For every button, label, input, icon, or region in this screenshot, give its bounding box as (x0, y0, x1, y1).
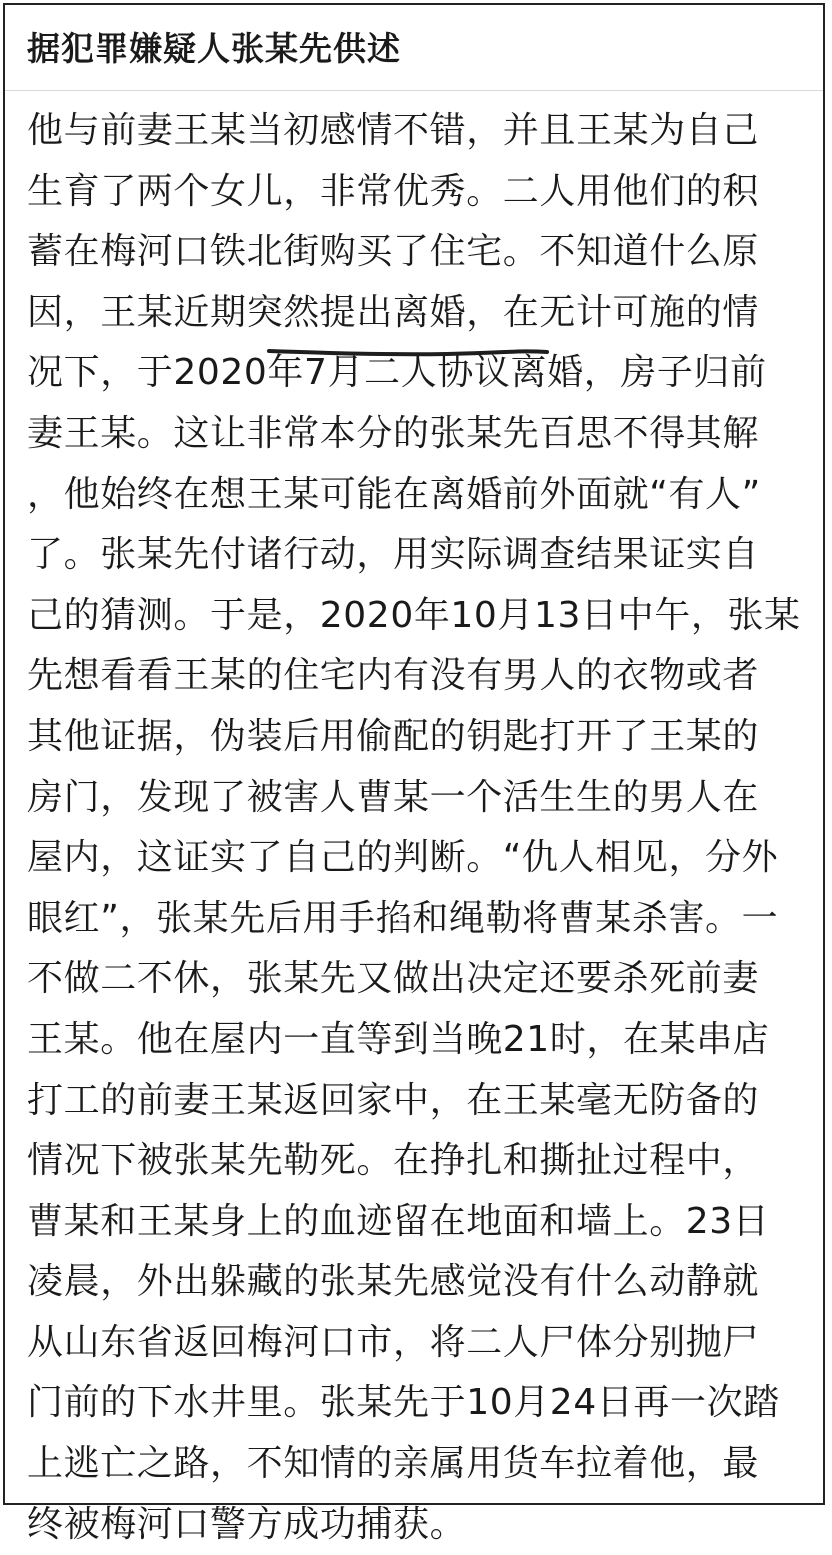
text-line: 屋内，这证实了自己的判断。“仇人相见，分外 (27, 837, 779, 879)
text-line: 其他证据，伪装后用偷配的钥匙打开了王某的 (27, 715, 760, 757)
text-line: 先想看看王某的住宅内有没有男人的衣物或者 (27, 655, 760, 697)
text-line: 眼红”，张某先后用手掐和绳勒将曹某杀害。一 (27, 897, 779, 939)
document-title: 据犯罪嫌疑人张某先供述 (27, 29, 401, 68)
text-line: 了。张某先付诸行动，用实际调查结果证实自 (27, 534, 760, 576)
text-line: 他与前妻王某当初感情不错，并且王某为自己 (27, 110, 760, 151)
text-line: 上逃亡之路，不知情的亲属用货车拉着他，最 (27, 1443, 760, 1485)
text-line: 因，王某近期突然提出离婚，在无计可施的情 (27, 291, 760, 333)
document-frame (3, 3, 825, 1545)
text-line: 打工的前妻王某返回家中，在王某毫无防备的 (27, 1079, 760, 1121)
text-line: 况下，于2020年7月二人协议离婚，房子归前 (27, 352, 767, 394)
text-line: 终被梅河口警方成功捕获。 (27, 1503, 467, 1545)
text-line: 生育了两个女儿，非常优秀。二人用他们的积 (27, 170, 760, 212)
text-line: 己的猜测。于是，2020年10月13日中午，张某 (27, 594, 801, 636)
text-line: 不做二不休，张某先又做出决定还要杀死前妻 (27, 958, 760, 1000)
handwritten-underline (267, 347, 549, 357)
text-line: 从山东省返回梅河口市，将二人尸体分别抛尸 (27, 1321, 760, 1363)
text-line: 房门，发现了被害人曹某一个活生生的男人在 (27, 776, 760, 818)
text-line: 门前的下水井里。张某先于10月24日再一次踏 (27, 1382, 780, 1424)
text-line: 王某。他在屋内一直等到当晚21时，在某串店 (27, 1018, 770, 1060)
text-line: 蓄在梅河口铁北街购买了住宅。不知道什么原 (27, 231, 760, 273)
text-line: 凌晨，外出躲藏的张某先感觉没有什么动静就 (27, 1261, 760, 1303)
text-line: ，他始终在想王某可能在离婚前外面就“有人” (27, 473, 761, 515)
text-line: 曹某和王某身上的血迹留在地面和墙上。23日 (27, 1200, 770, 1242)
text-line: 妻王某。这让非常本分的张某先百思不得其解 (27, 412, 760, 454)
text-line: 情况下被张某先勒死。在挣扎和撕扯过程中， (27, 1140, 760, 1182)
document-body (27, 101, 817, 1555)
title-bar (5, 5, 823, 91)
